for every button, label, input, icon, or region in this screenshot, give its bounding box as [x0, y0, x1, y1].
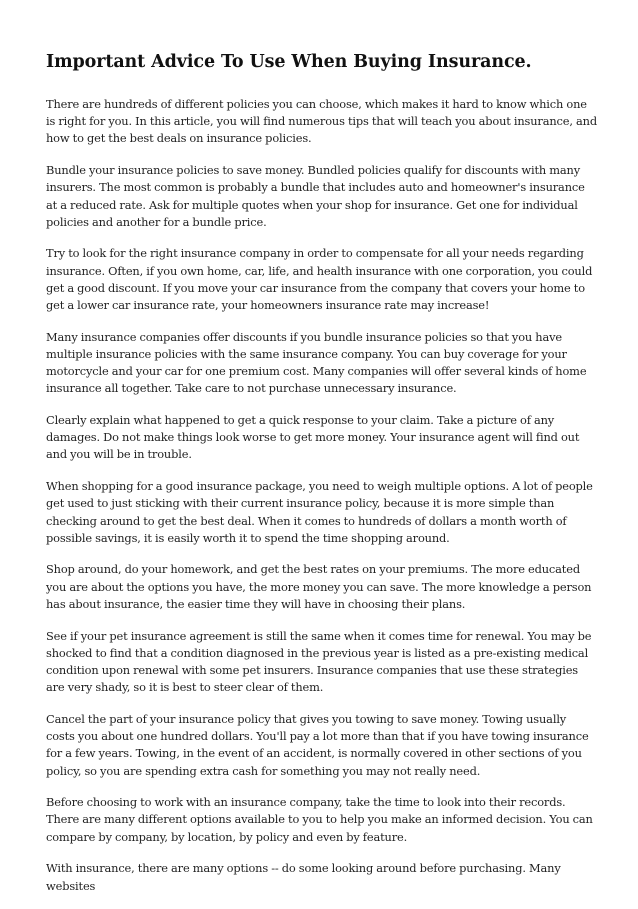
- paragraph-3: Try to look for the right insurance company in order to compensate for all your needs regarding insurance. Often, if you own home, car, life, and health insurance with one corporation, you could get a good discount. If you move your car insurance from the company that covers your home to get a lower car insurance rate, your homeowners insurance rate may increase!: [46, 246, 593, 313]
- paragraph-11: With insurance, there are many options -- do some looking around before purchasing. Many websites: [46, 861, 561, 893]
- paragraph-2: Bundle your insurance policies to save money. Bundled policies qualify for discounts with many insurers. The most common is probably a bundle that includes auto and homeowner's insurance at a reduced rate. Ask for multiple quotes when your shop for insurance. Get one for individual policies and another for a bundle price.: [46, 163, 585, 229]
- paragraph-4: Many insurance companies offer discounts if you bundle insurance policies so that you have multiple insurance policies with the same insurance company. You can buy coverage for your motorcycle and your car for one premium cost. Many companies will offer several kinds of home insurance all together. Take care to not purchase unnecessary insurance.: [46, 329, 587, 396]
- document-title: Important Advice To Use When Buying Insurance.: [46, 52, 532, 72]
- document-page: [46, 50, 598, 909]
- paragraph-5: Clearly explain what happened to get a quick response to your claim. Take a picture of any damages. Do not make things look worse to get more money. Your insurance agent will find out and you will be in trouble.: [46, 413, 580, 462]
- paragraph-10: Before choosing to work with an insurance company, take the time to look into their records. There are many different options available to you to help you make an informed decision. You can compare by company, by location, by policy and even by feature.: [46, 795, 593, 844]
- paragraph-6: When shopping for a good insurance package, you need to weigh multiple options. A lot of people get used to just sticking with their current insurance policy, because it is more simple than checking around to get the best deal. When it comes to hundreds of dollars a month worth of possible savings, it is easily worth it to spend the time shopping around.: [46, 479, 593, 545]
- paragraph-8: See if your pet insurance agreement is still the same when it comes time for renewal. You may be shocked to find that a condition diagnosed in the previous year is listed as a pre-existing medical condition upon renewal with some pet insurers. Insurance companies that use these strategies are very shady, so it is best to steer clear of them.: [46, 628, 592, 695]
- paragraph-7: Shop around, do your homework, and get the best rates on your premiums. The more educated you are about the options you have, the more money you can save. The more knowledge a person has about insurance, the easier time they will have in choosing their plans.: [46, 562, 592, 611]
- paragraph-1: There are hundreds of different policies you can choose, which makes it hard to know which one is right for you. In this article, you will find numerous tips that will teach you about insurance, and how to get the best deals on insurance policies.: [46, 97, 597, 146]
- paragraph-9: Cancel the part of your insurance policy that gives you towing to save money. Towing usually costs you about one hundred dollars. You'll pay a lot more than that if you have towing insurance for a few years. Towing, in the event of an accident, is normally covered in other sections of you policy, so you are spending extra cash for something you may not really need.: [46, 711, 589, 778]
